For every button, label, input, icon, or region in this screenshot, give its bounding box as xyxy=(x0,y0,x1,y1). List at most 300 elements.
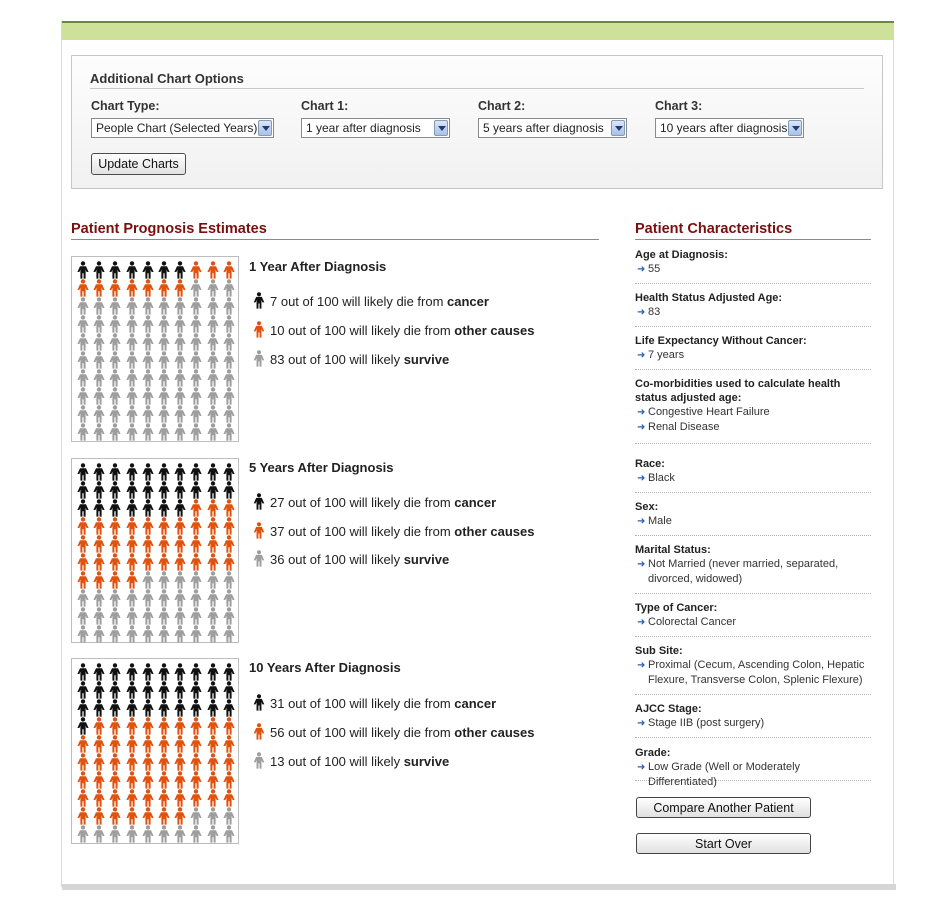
people-chart-10-years xyxy=(71,658,239,844)
person-other-causes-icon xyxy=(190,717,202,735)
person-other-causes-icon xyxy=(109,735,121,753)
char-divider xyxy=(635,326,871,327)
person-other-causes-icon xyxy=(142,717,154,735)
person-survive-icon xyxy=(93,405,105,423)
person-survive-icon xyxy=(223,825,235,843)
arrow-right-icon: ➜ xyxy=(637,407,646,418)
char-divider xyxy=(635,283,871,284)
person-cancer-icon xyxy=(109,261,121,279)
chart-type-select[interactable] xyxy=(91,118,274,138)
person-cancer-icon xyxy=(126,663,138,681)
person-other-causes-icon xyxy=(142,553,154,571)
person-other-causes-icon xyxy=(223,499,235,517)
person-survive-icon xyxy=(207,589,219,607)
person-survive-icon xyxy=(190,279,202,297)
person-survive-icon xyxy=(142,607,154,625)
person-survive-icon xyxy=(190,571,202,589)
stat-bold: survive xyxy=(403,352,450,367)
person-survive-icon xyxy=(223,351,235,369)
person-cancer-icon xyxy=(207,663,219,681)
person-cancer-icon xyxy=(126,699,138,717)
person-survive-icon xyxy=(158,423,170,441)
char-ajcc-stage xyxy=(635,702,871,731)
person-survive-icon xyxy=(109,625,121,643)
person-cancer-icon xyxy=(142,481,154,499)
person-survive-icon xyxy=(190,387,202,405)
characteristics-title-rule xyxy=(635,239,871,240)
arrow-right-icon: ➜ xyxy=(637,516,646,527)
person-cancer-icon xyxy=(158,663,170,681)
char-divider xyxy=(635,593,871,594)
person-survive-icon xyxy=(126,423,138,441)
person-survive-icon xyxy=(77,369,89,387)
char-value xyxy=(635,658,871,688)
person-other-causes-icon xyxy=(158,553,170,571)
person-other-causes-icon xyxy=(174,753,186,771)
char-divider xyxy=(635,636,871,637)
person-survive-icon xyxy=(126,387,138,405)
person-survive-icon xyxy=(77,405,89,423)
person-cancer-icon xyxy=(190,681,202,699)
person-other-causes-icon xyxy=(253,321,265,338)
stat-bold: other causes xyxy=(454,524,535,539)
chart2-select[interactable] xyxy=(478,118,627,138)
person-other-causes-icon xyxy=(223,517,235,535)
char-age-at-diagnosis xyxy=(635,248,871,277)
char-label: AJCC Stage: xyxy=(635,703,702,715)
chevron-down-icon[interactable] xyxy=(611,120,625,136)
char-label: Sex: xyxy=(635,501,659,513)
person-survive-icon xyxy=(93,607,105,625)
char-value-text: 7 years xyxy=(648,349,685,361)
char-life-expectancy xyxy=(635,334,871,363)
person-survive-icon xyxy=(93,423,105,441)
stat-cancer xyxy=(253,493,496,510)
person-survive-icon xyxy=(223,423,235,441)
person-survive-icon xyxy=(109,589,121,607)
start-over-button[interactable]: Start Over xyxy=(636,833,811,854)
person-cancer-icon xyxy=(142,261,154,279)
person-survive-icon xyxy=(174,405,186,423)
chart1-label: Chart 1: xyxy=(301,99,349,113)
char-label: Marital Status: xyxy=(635,544,711,556)
person-survive-icon xyxy=(190,315,202,333)
stat-bold: other causes xyxy=(454,725,535,740)
person-survive-icon xyxy=(158,825,170,843)
person-survive-icon xyxy=(93,625,105,643)
char-label: Co-morbidities used to calculate health status adjusted age: xyxy=(635,378,841,404)
person-other-causes-icon xyxy=(207,753,219,771)
person-survive-icon xyxy=(77,625,89,643)
person-survive-icon xyxy=(126,625,138,643)
arrow-right-icon: ➜ xyxy=(637,762,646,773)
person-other-causes-icon xyxy=(190,771,202,789)
people-chart-5-years xyxy=(71,458,239,643)
person-cancer-icon xyxy=(126,499,138,517)
person-cancer-icon xyxy=(142,663,154,681)
person-other-causes-icon xyxy=(158,771,170,789)
person-other-causes-icon xyxy=(158,753,170,771)
stat-other-causes xyxy=(253,321,534,338)
arrow-right-icon: ➜ xyxy=(637,660,646,671)
person-survive-icon xyxy=(109,333,121,351)
person-survive-icon xyxy=(142,405,154,423)
person-survive-icon xyxy=(174,607,186,625)
person-cancer-icon xyxy=(93,463,105,481)
chart-heading: 5 Years After Diagnosis xyxy=(249,460,394,475)
person-cancer-icon xyxy=(77,499,89,517)
person-cancer-icon xyxy=(77,681,89,699)
arrow-right-icon: ➜ xyxy=(637,350,646,361)
person-cancer-icon xyxy=(93,481,105,499)
char-comorbidities xyxy=(635,377,871,435)
person-survive-icon xyxy=(109,825,121,843)
person-cancer-icon xyxy=(174,481,186,499)
stat-text: 37 out of 100 will likely die from xyxy=(270,524,455,539)
person-other-causes-icon xyxy=(142,753,154,771)
person-survive-icon xyxy=(93,369,105,387)
prognosis-title-rule xyxy=(71,239,599,240)
person-other-causes-icon xyxy=(93,553,105,571)
person-cancer-icon xyxy=(142,499,154,517)
person-survive-icon xyxy=(126,607,138,625)
char-label: Life Expectancy Without Cancer: xyxy=(635,335,807,347)
person-survive-icon xyxy=(190,807,202,825)
char-divider xyxy=(635,492,871,493)
chart2-value: 5 years after diagnosis xyxy=(483,121,604,135)
person-survive-icon xyxy=(174,315,186,333)
char-value xyxy=(635,348,871,363)
person-other-causes-icon xyxy=(93,571,105,589)
char-divider xyxy=(635,694,871,695)
person-cancer-icon xyxy=(174,261,186,279)
person-other-causes-icon xyxy=(93,789,105,807)
person-survive-icon xyxy=(126,333,138,351)
person-survive-icon xyxy=(253,350,265,367)
person-other-causes-icon xyxy=(207,517,219,535)
person-other-causes-icon xyxy=(126,717,138,735)
stat-survive xyxy=(253,550,449,567)
stat-bold: survive xyxy=(403,552,450,567)
stat-survive xyxy=(253,752,449,769)
chart3-select[interactable] xyxy=(655,118,804,138)
person-other-causes-icon xyxy=(77,807,89,825)
person-other-causes-icon xyxy=(77,735,89,753)
person-survive-icon xyxy=(207,807,219,825)
person-survive-icon xyxy=(207,387,219,405)
person-other-causes-icon xyxy=(109,517,121,535)
char-label: Type of Cancer: xyxy=(635,602,718,614)
person-cancer-icon xyxy=(190,481,202,499)
stat-bold: cancer xyxy=(454,696,497,711)
person-survive-icon xyxy=(158,369,170,387)
person-other-causes-icon xyxy=(223,789,235,807)
person-other-causes-icon xyxy=(109,717,121,735)
people-chart-1-year xyxy=(71,256,239,442)
person-survive-icon xyxy=(77,333,89,351)
stat-bold: survive xyxy=(403,754,450,769)
person-survive-icon xyxy=(207,333,219,351)
person-other-causes-icon xyxy=(142,535,154,553)
person-survive-icon xyxy=(158,625,170,643)
person-cancer-icon xyxy=(126,261,138,279)
person-cancer-icon xyxy=(93,261,105,279)
person-other-causes-icon xyxy=(77,753,89,771)
stat-bold: other causes xyxy=(454,323,535,338)
char-value-text: Male xyxy=(648,515,672,527)
person-survive-icon xyxy=(142,297,154,315)
person-survive-icon xyxy=(223,807,235,825)
person-other-causes-icon xyxy=(109,553,121,571)
stat-other-causes xyxy=(253,723,534,740)
person-other-causes-icon xyxy=(174,807,186,825)
person-cancer-icon xyxy=(142,699,154,717)
char-value-text: Stage IIB (post surgery) xyxy=(648,717,765,729)
person-survive-icon xyxy=(207,825,219,843)
person-other-causes-icon xyxy=(126,535,138,553)
person-survive-icon xyxy=(207,315,219,333)
person-cancer-icon xyxy=(126,481,138,499)
person-other-causes-icon xyxy=(77,535,89,553)
person-other-causes-icon xyxy=(93,753,105,771)
person-other-causes-icon xyxy=(142,807,154,825)
person-other-causes-icon xyxy=(190,789,202,807)
person-survive-icon xyxy=(93,387,105,405)
person-cancer-icon xyxy=(223,463,235,481)
char-value xyxy=(635,471,871,486)
person-survive-icon xyxy=(77,607,89,625)
person-survive-icon xyxy=(223,279,235,297)
person-other-causes-icon xyxy=(174,735,186,753)
person-survive-icon xyxy=(190,333,202,351)
person-other-causes-icon xyxy=(223,553,235,571)
frame-right-edge xyxy=(893,21,894,887)
stat-text: 83 out of 100 will likely xyxy=(270,352,404,367)
chart3-label: Chart 3: xyxy=(655,99,703,113)
person-cancer-icon xyxy=(174,699,186,717)
stat-text: 36 out of 100 will likely xyxy=(270,552,404,567)
characteristics-title: Patient Characteristics xyxy=(635,221,793,237)
person-other-causes-icon xyxy=(77,279,89,297)
person-cancer-icon xyxy=(93,699,105,717)
person-cancer-icon xyxy=(126,681,138,699)
char-divider xyxy=(635,443,871,444)
char-value-text: Not Married (never married, separated, divorced, widowed) xyxy=(648,558,839,585)
person-survive-icon xyxy=(77,423,89,441)
person-survive-icon xyxy=(190,423,202,441)
person-other-causes-icon xyxy=(207,771,219,789)
person-other-causes-icon xyxy=(158,735,170,753)
chart-type-value: People Chart (Selected Years) xyxy=(96,121,258,135)
person-other-causes-icon xyxy=(109,789,121,807)
person-other-causes-icon xyxy=(207,535,219,553)
person-survive-icon xyxy=(190,351,202,369)
person-survive-icon xyxy=(142,387,154,405)
char-value-text: 83 xyxy=(648,306,661,318)
person-survive-icon xyxy=(93,351,105,369)
person-cancer-icon xyxy=(142,681,154,699)
person-other-causes-icon xyxy=(190,261,202,279)
person-other-causes-icon xyxy=(77,771,89,789)
person-survive-icon xyxy=(223,297,235,315)
person-cancer-icon xyxy=(93,499,105,517)
person-other-causes-icon xyxy=(126,279,138,297)
person-survive-icon xyxy=(190,825,202,843)
person-other-causes-icon xyxy=(142,279,154,297)
stat-bold: cancer xyxy=(454,495,497,510)
person-other-causes-icon xyxy=(253,522,265,539)
person-other-causes-icon xyxy=(93,735,105,753)
person-survive-icon xyxy=(253,550,265,567)
person-cancer-icon xyxy=(158,499,170,517)
person-survive-icon xyxy=(158,571,170,589)
person-other-causes-icon xyxy=(142,735,154,753)
person-other-causes-icon xyxy=(77,553,89,571)
person-other-causes-icon xyxy=(174,789,186,807)
person-survive-icon xyxy=(158,387,170,405)
person-survive-icon xyxy=(158,405,170,423)
person-other-causes-icon xyxy=(142,771,154,789)
person-cancer-icon xyxy=(109,699,121,717)
char-value xyxy=(635,557,871,587)
person-other-causes-icon xyxy=(93,517,105,535)
person-other-causes-icon xyxy=(190,517,202,535)
person-cancer-icon xyxy=(207,681,219,699)
person-survive-icon xyxy=(158,297,170,315)
person-survive-icon xyxy=(190,297,202,315)
person-survive-icon xyxy=(190,405,202,423)
person-survive-icon xyxy=(223,625,235,643)
person-other-causes-icon xyxy=(174,535,186,553)
char-sex xyxy=(635,500,871,529)
person-survive-icon xyxy=(174,333,186,351)
person-cancer-icon xyxy=(77,717,89,735)
person-cancer-icon xyxy=(77,463,89,481)
compare-another-patient-button[interactable]: Compare Another Patient xyxy=(636,797,811,818)
char-type-of-cancer xyxy=(635,601,871,630)
update-charts-button[interactable]: Update Charts xyxy=(91,153,186,175)
chevron-down-icon[interactable] xyxy=(258,120,272,136)
person-survive-icon xyxy=(142,571,154,589)
arrow-right-icon: ➜ xyxy=(637,422,646,433)
chevron-down-icon[interactable] xyxy=(788,120,802,136)
char-value-text: Congestive Heart Failure xyxy=(648,406,770,418)
person-survive-icon xyxy=(142,315,154,333)
person-other-causes-icon xyxy=(174,553,186,571)
person-survive-icon xyxy=(174,825,186,843)
person-other-causes-icon xyxy=(93,807,105,825)
chevron-down-icon[interactable] xyxy=(434,120,448,136)
stat-survive xyxy=(253,350,449,367)
person-survive-icon xyxy=(207,423,219,441)
person-cancer-icon xyxy=(174,681,186,699)
person-cancer-icon xyxy=(142,463,154,481)
person-cancer-icon xyxy=(190,463,202,481)
person-cancer-icon xyxy=(174,499,186,517)
char-value xyxy=(635,760,871,790)
char-divider xyxy=(635,737,871,738)
person-cancer-icon xyxy=(93,663,105,681)
person-cancer-icon xyxy=(158,463,170,481)
chart1-value: 1 year after diagnosis xyxy=(306,121,421,135)
stat-text: 31 out of 100 will likely die from xyxy=(270,696,455,711)
person-other-causes-icon xyxy=(93,535,105,553)
chart1-select[interactable] xyxy=(301,118,450,138)
person-survive-icon xyxy=(126,405,138,423)
char-value xyxy=(635,615,871,630)
person-survive-icon xyxy=(174,387,186,405)
person-survive-icon xyxy=(109,387,121,405)
char-value-text: Renal Disease xyxy=(648,421,720,433)
person-other-causes-icon xyxy=(174,517,186,535)
arrow-right-icon: ➜ xyxy=(637,307,646,318)
chart-options-title: Additional Chart Options xyxy=(90,71,244,86)
person-other-causes-icon xyxy=(126,771,138,789)
person-survive-icon xyxy=(190,625,202,643)
person-other-causes-icon xyxy=(93,771,105,789)
person-other-causes-icon xyxy=(158,717,170,735)
person-survive-icon xyxy=(77,387,89,405)
person-survive-icon xyxy=(93,297,105,315)
char-divider xyxy=(635,369,871,370)
person-cancer-icon xyxy=(109,481,121,499)
person-survive-icon xyxy=(77,297,89,315)
person-survive-icon xyxy=(223,333,235,351)
stat-cancer xyxy=(253,694,496,711)
person-survive-icon xyxy=(142,369,154,387)
person-other-causes-icon xyxy=(190,735,202,753)
person-other-causes-icon xyxy=(77,571,89,589)
person-survive-icon xyxy=(158,351,170,369)
person-cancer-icon xyxy=(253,694,265,711)
person-cancer-icon xyxy=(174,463,186,481)
person-cancer-icon xyxy=(253,292,265,309)
person-other-causes-icon xyxy=(223,735,235,753)
person-survive-icon xyxy=(77,589,89,607)
char-divider xyxy=(635,535,871,536)
person-survive-icon xyxy=(223,369,235,387)
person-cancer-icon xyxy=(158,681,170,699)
person-other-causes-icon xyxy=(223,261,235,279)
person-survive-icon xyxy=(77,825,89,843)
person-survive-icon xyxy=(207,297,219,315)
person-other-causes-icon xyxy=(126,753,138,771)
chart2-label: Chart 2: xyxy=(478,99,526,113)
person-cancer-icon xyxy=(190,699,202,717)
person-survive-icon xyxy=(158,315,170,333)
person-cancer-icon xyxy=(223,681,235,699)
person-survive-icon xyxy=(109,423,121,441)
person-other-causes-icon xyxy=(109,753,121,771)
char-value xyxy=(635,305,871,320)
char-value-text: Colorectal Cancer xyxy=(648,616,737,628)
person-survive-icon xyxy=(223,315,235,333)
person-survive-icon xyxy=(207,405,219,423)
person-survive-icon xyxy=(207,351,219,369)
person-survive-icon xyxy=(126,369,138,387)
person-cancer-icon xyxy=(190,663,202,681)
person-other-causes-icon xyxy=(190,499,202,517)
person-survive-icon xyxy=(174,369,186,387)
chart-type-label: Chart Type: xyxy=(91,99,160,113)
person-other-causes-icon xyxy=(158,807,170,825)
person-other-causes-icon xyxy=(126,571,138,589)
person-cancer-icon xyxy=(126,463,138,481)
person-other-causes-icon xyxy=(207,717,219,735)
char-value xyxy=(635,420,871,435)
person-other-causes-icon xyxy=(174,717,186,735)
chart-heading: 10 Years After Diagnosis xyxy=(249,660,401,675)
